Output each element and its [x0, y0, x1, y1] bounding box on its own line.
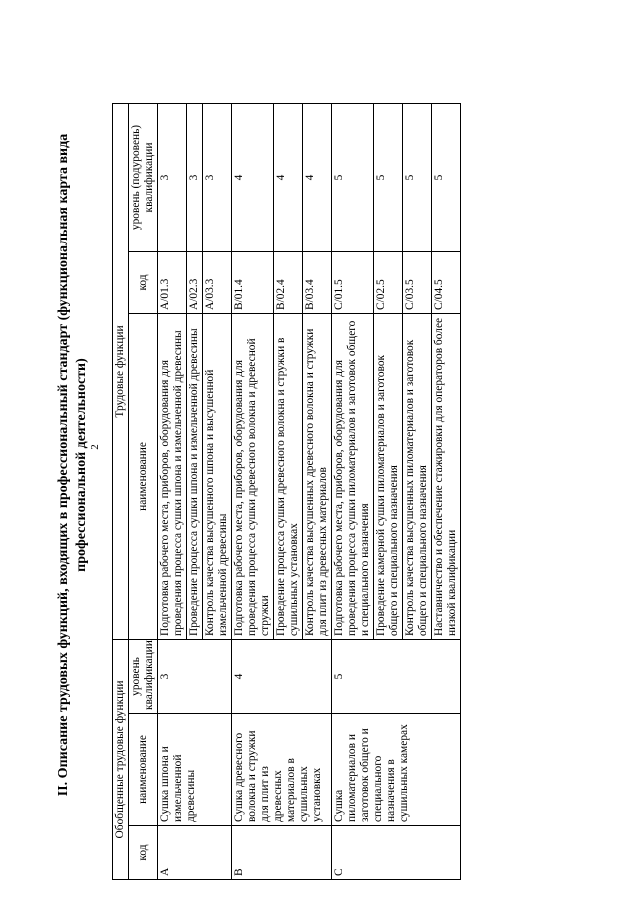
function-code: B/03.4	[303, 251, 332, 313]
function-level: 4	[232, 103, 274, 251]
group-name: Сушка пиломатериалов и заготовок общего и специального назначения в сушильных камерах	[332, 714, 461, 826]
table-row	[158, 103, 187, 879]
function-code: A/01.3	[158, 251, 187, 313]
table-row	[332, 103, 374, 879]
section-heading	[55, 50, 91, 880]
function-name: Наставничество и обеспечение стажировки для операторов более низкой квалификации	[432, 313, 461, 639]
function-code: A/02.3	[187, 251, 203, 313]
section-heading-line-2: профессиональной деятельности)	[74, 358, 89, 572]
section-heading-line-1: II. Описание трудовых функций, входящих в профессиональный стандарт (функциональная карта вида	[56, 133, 71, 797]
function-level: 4	[303, 103, 332, 251]
labor-functions-table	[112, 103, 461, 880]
function-name: Подготовка рабочего места, приборов, оборудования для проведения процесса сушки шпона и измельченной древесины	[158, 313, 187, 639]
column-header-code: код	[129, 826, 158, 880]
column-header-tf-name: наименование	[129, 313, 158, 639]
function-level: 3	[187, 103, 203, 251]
function-name: Контроль качества высушенных пиломатериалов и заготовок общего и специального назначения	[403, 313, 432, 639]
function-code: C/01.5	[332, 251, 374, 313]
function-level: 3	[158, 103, 187, 251]
function-level: 3	[203, 103, 232, 251]
function-code: C/02.5	[374, 251, 403, 313]
table-row	[232, 103, 274, 879]
function-code: C/04.5	[432, 251, 461, 313]
group-level: 4	[232, 639, 332, 713]
function-level: 5	[332, 103, 374, 251]
group-code: C	[332, 826, 461, 880]
function-name: Подготовка рабочего места, приборов, оборудования для проведения процесса сушки пиломатериалов и заготовок общего и специального назначения	[332, 313, 374, 639]
function-name: Подготовка рабочего места, приборов, оборудования для проведения процесса сушки древесного волокна и древесной стружки	[232, 313, 274, 639]
function-name: Проведение процесса сушки шпона и измельченной древесины	[187, 313, 203, 639]
function-level: 5	[374, 103, 403, 251]
group-code: A	[158, 826, 232, 880]
function-code: B/02.4	[274, 251, 303, 313]
page-number: 2	[89, 444, 101, 450]
function-name: Проведение камерной сушки пиломатериалов и заготовок общего и специального назначения	[374, 313, 403, 639]
column-header-name: наименование	[129, 714, 158, 826]
group-name: Сушка древесного волокна и стружки для плит из древесных материалов в сушильных установках	[232, 714, 332, 826]
generalized-functions-header: Обобщенные трудовые функции	[113, 639, 129, 879]
group-level: 5	[332, 639, 461, 713]
function-code: A/03.3	[203, 251, 232, 313]
function-code: B/01.4	[232, 251, 274, 313]
function-name: Контроль качества высушенного шпона и высушенной измельченной древесины	[203, 313, 232, 639]
table-group-header-row	[113, 103, 129, 879]
group-name: Сушка шпона и измельченной древесины	[158, 714, 232, 826]
function-level: 4	[274, 103, 303, 251]
function-name: Проведение процесса сушки древесного волокна и стружки в сушильных установках	[274, 313, 303, 639]
column-header-tf-level: уровень (подуровень) квалификации	[129, 103, 158, 251]
function-code: C/03.5	[403, 251, 432, 313]
column-header-tf-code: код	[129, 251, 158, 313]
function-level: 5	[403, 103, 432, 251]
rotated-page-content	[55, 50, 615, 880]
group-level: 3	[158, 639, 232, 713]
function-name: Контроль качества высушенных древесного волокна и стружки для плит из древесных материалов	[303, 313, 332, 639]
labor-functions-header: Трудовые функции	[113, 103, 129, 639]
function-level: 5	[432, 103, 461, 251]
column-header-level: уровень квалификации	[129, 639, 158, 713]
table-column-header-row	[129, 103, 158, 879]
group-code: B	[232, 826, 332, 880]
